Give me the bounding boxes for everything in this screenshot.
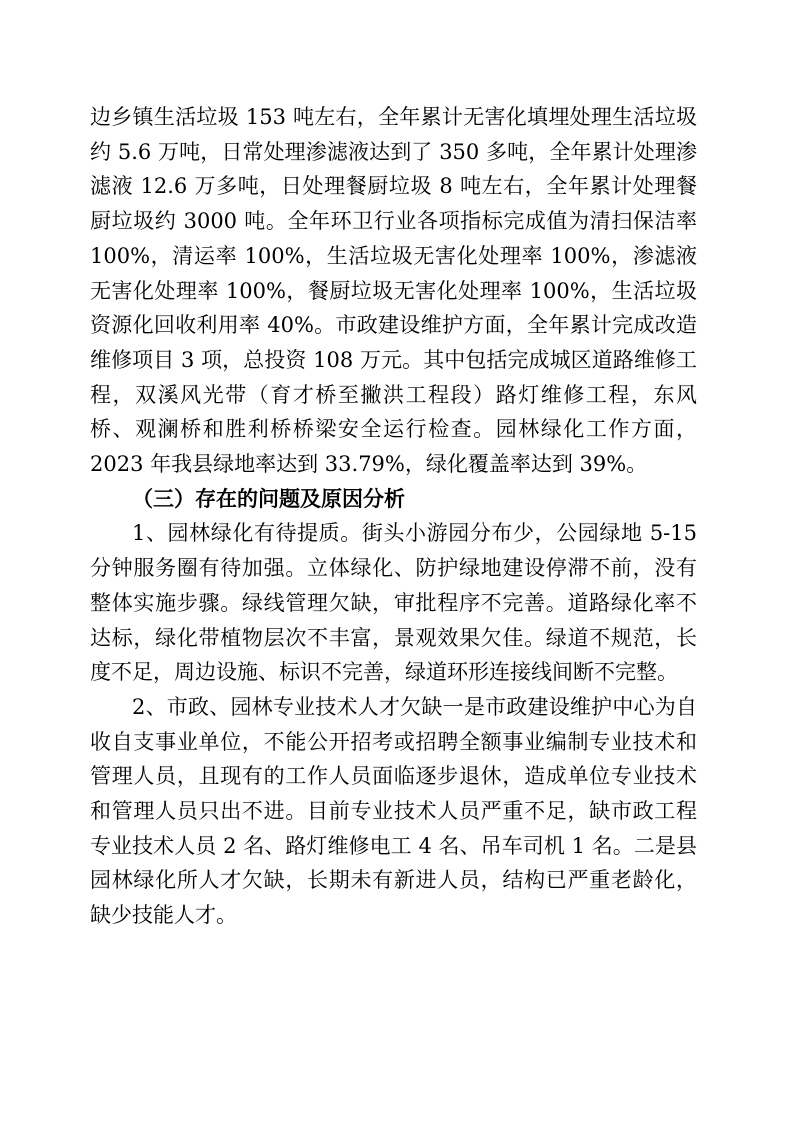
section-heading: （三）存在的问题及原因分析 [132, 486, 405, 511]
paragraph-item-1: 1、园林绿化有待提质。街头小游园分布少，公园绿地 5-15 分钟服务圈有待加强。立体绿化、防护绿地建设停滞不前，没有整体实施步骤。绿线管理欠缺，审批程序不完善。道路绿化率不达标，绿化带植物层次不丰富，景观效果欠佳。绿道不规范，长度不足，周边设施、标识不完善，绿道环形连接线间断不完整。 [90, 521, 697, 685]
paragraph-continuation: 边乡镇生活垃圾 153 吨左右，全年累计无害化填埋处理生活垃圾约 5.6 万吨，日常处理渗滤液达到了 350 多吨，全年累计处理渗滤液 12.6 万多吨，日处理餐厨垃圾 8 吨左右，全年累计处理餐厨垃圾约 3000 吨。全年环卫行业各项指标完成值为清扫保洁率 100%，清运率 100%，生活垃圾无害化处理率 100%，渗滤液无害化处理率 100%，餐厨垃圾无害化处理率 100%，生活垃圾资源化回收利用率 40%。市政建设维护方面，全年累计完成改造维修项目 3 项，总投资 108 万元。其中包括完成城区道路维修工程，双溪风光带（育才桥至撇洪工程段）路灯维修工程，东风桥、观澜桥和胜利桥桥梁安全运行检查。园林绿化工作方面，2023 年我县绿地率达到 33.79%，绿化覆盖率达到 39%。 [90, 105, 697, 477]
paragraph-item-2: 2、市政、园林专业技术人才欠缺一是市政建设维护中心为自收自支事业单位，不能公开招考或招聘全额事业编制专业技术和管理人员，且现有的工作人员面临逐步退休，造成单位专业技术和管理人员只出不进。目前专业技术人员严重不足，缺市政工程专业技术人员 2 名、路灯维修电工 4 名、吊车司机 1 名。二是县园林绿化所人才欠缺，长期未有新进人员，结构已严重老龄化，缺少技能人才。 [90, 694, 697, 928]
document-body [90, 100, 697, 933]
